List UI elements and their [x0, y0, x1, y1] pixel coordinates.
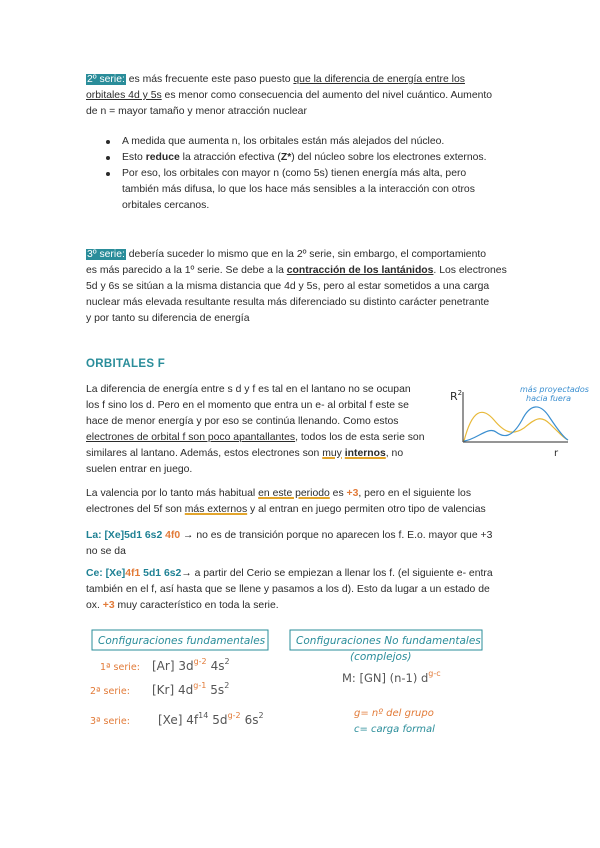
list-item: Por eso, los orbitales con mayor n (como 5s) tienen energía más alta, pero también más difusa, lo que los hace más sensibles a la interacción con otros orbitales cercanos.	[104, 166, 518, 214]
list-item: Esto reduce la atracción efectiva (Z*) del núcleo sobre los electrones externos.	[104, 150, 518, 166]
graph-x-label: r	[554, 448, 559, 459]
valencia-paragraph: La valencia por lo tanto más habitual en este periodo es +3, pero en el siguiente los electrones del 5f son más externos y al entran en juego permiten otro tipo de valencias	[86, 488, 486, 515]
non-fundamental-box-subtitle: (complejos)	[350, 651, 412, 663]
f-orbital-curve	[464, 412, 568, 441]
radial-distribution-graph	[450, 380, 589, 460]
first-series-config: 1ª serie: [Ar] $3d^{g-2}$ $4s^2$	[100, 657, 230, 673]
complex-config-formula: M: [GN] (n-1) $d^{g-c}$	[342, 669, 441, 685]
handwritten-notes	[88, 622, 508, 762]
third-series-config: 3ª serie: [Xe] $4f^{14}$ $5d^{g-2}$ $6s^2$	[90, 711, 264, 727]
serie3-paragraph: 3º serie: debería suceder lo mismo que en la 2º serie, sin embargo, el comportamiento es más parecido a la 1º serie. Se debe a la contracción de los lantánidos. Los electrones 5d y 6s se sitúan a la misma distancia que 4d y 5s, pero al estar sometidos a una carga nuclear más elevada resultante resulta más diferenciado su distinto carácter penetrante y por tanto su diferencia de energía	[86, 249, 507, 324]
graph-y-label: $R^2$	[450, 389, 463, 403]
legend-charge: c= carga formal	[354, 724, 435, 735]
fundamental-box-title: Configuraciones fundamentales	[98, 635, 266, 647]
list-item: A medida que aumenta n, los orbitales están más alejados del núcleo.	[104, 134, 518, 150]
orbitales-f-paragraph: La diferencia de energía entre s d y f es tal en el lantano no se ocupan los f sino los d. Pero en el momento que entra un e- al orbital f este se hace de menor energía y por eso se continúa llenando. Como estos electrones de orbital f son poco apantallantes, todos los de esta serie son similares al lantano. Además, estos electrones son muy internos, no suelen entrar en juego.	[86, 384, 425, 475]
serie2-paragraph: 2º serie: es más frecuente este paso puesto que la diferencia de energía entre los orbitales 4d y 5s es menor como consecuencia del aumento del nivel cuántico. Aumento de n = mayor tamaño y menor atracción nuclear	[86, 74, 493, 117]
serie2-label: 2º serie:	[87, 74, 125, 85]
legend-group: g= nº del grupo	[354, 708, 434, 719]
section-heading-orbitales-f: ORBITALES F	[86, 358, 166, 370]
serie3-label: 3º serie:	[87, 249, 125, 260]
ce-paragraph: Ce: [Xe]4f1 5d1 6s2→ a partir del Cerio se empiezan a llenar los f. (el siguiente e- entra también en el f, así hasta que se llene y pasamos a los d). Esto da lugar a un estado de ox. +3 muy característico en toda la serie.	[86, 568, 493, 611]
non-fundamental-box-title: Configuraciones No fundamentales	[296, 635, 481, 647]
la-paragraph: La: [Xe]5d1 6s2 4f0 → no es de transición porque no aparecen los f. E.o. mayor que +3 no se da	[86, 530, 493, 557]
graph-note-line1: más proyectados	[520, 385, 589, 394]
graph-note-line2: hacia fuera	[526, 394, 572, 403]
second-series-config: 2ª serie: [Kr] $4d^{g-1}$ $5s^2$	[90, 681, 230, 697]
bullet-list	[104, 134, 518, 214]
